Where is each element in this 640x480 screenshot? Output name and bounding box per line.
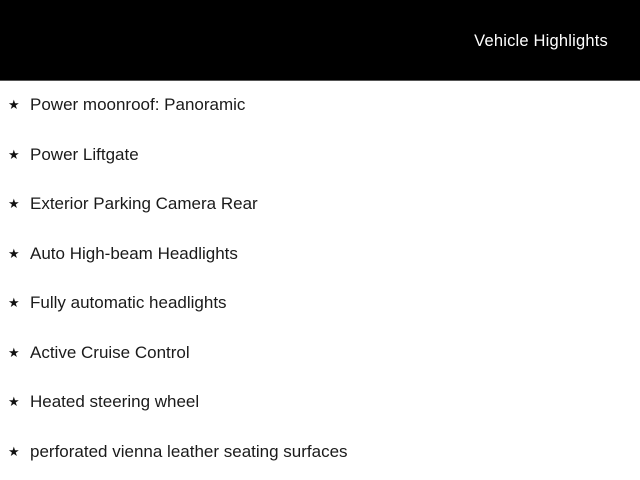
highlight-label: Exterior Parking Camera Rear — [30, 194, 258, 214]
list-item — [0, 428, 640, 478]
star-icon: ★ — [8, 394, 20, 410]
star-icon: ★ — [8, 443, 20, 459]
list-item — [0, 230, 640, 280]
star-icon: ★ — [8, 97, 20, 113]
star-icon: ★ — [8, 196, 20, 212]
highlights-list — [0, 81, 640, 480]
list-item — [0, 329, 640, 379]
list-item — [0, 180, 640, 230]
highlight-label: Power moonroof: Panoramic — [30, 95, 246, 115]
header-bar — [0, 0, 640, 81]
highlight-label: Power Liftgate — [30, 144, 139, 164]
page-title: Vehicle Highlights — [474, 31, 608, 50]
highlight-label: Auto High-beam Headlights — [30, 243, 238, 263]
star-icon: ★ — [8, 146, 20, 162]
list-item — [0, 81, 640, 131]
highlight-label: Fully automatic headlights — [30, 293, 227, 313]
list-item — [0, 279, 640, 329]
highlight-label: perforated vienna leather seating surfaces — [30, 441, 348, 461]
star-icon: ★ — [8, 344, 20, 360]
highlight-label: Active Cruise Control — [30, 342, 190, 362]
list-item — [0, 131, 640, 181]
star-icon: ★ — [8, 245, 20, 261]
highlight-label: Heated steering wheel — [30, 392, 200, 412]
star-icon: ★ — [8, 295, 20, 311]
list-item — [0, 378, 640, 428]
